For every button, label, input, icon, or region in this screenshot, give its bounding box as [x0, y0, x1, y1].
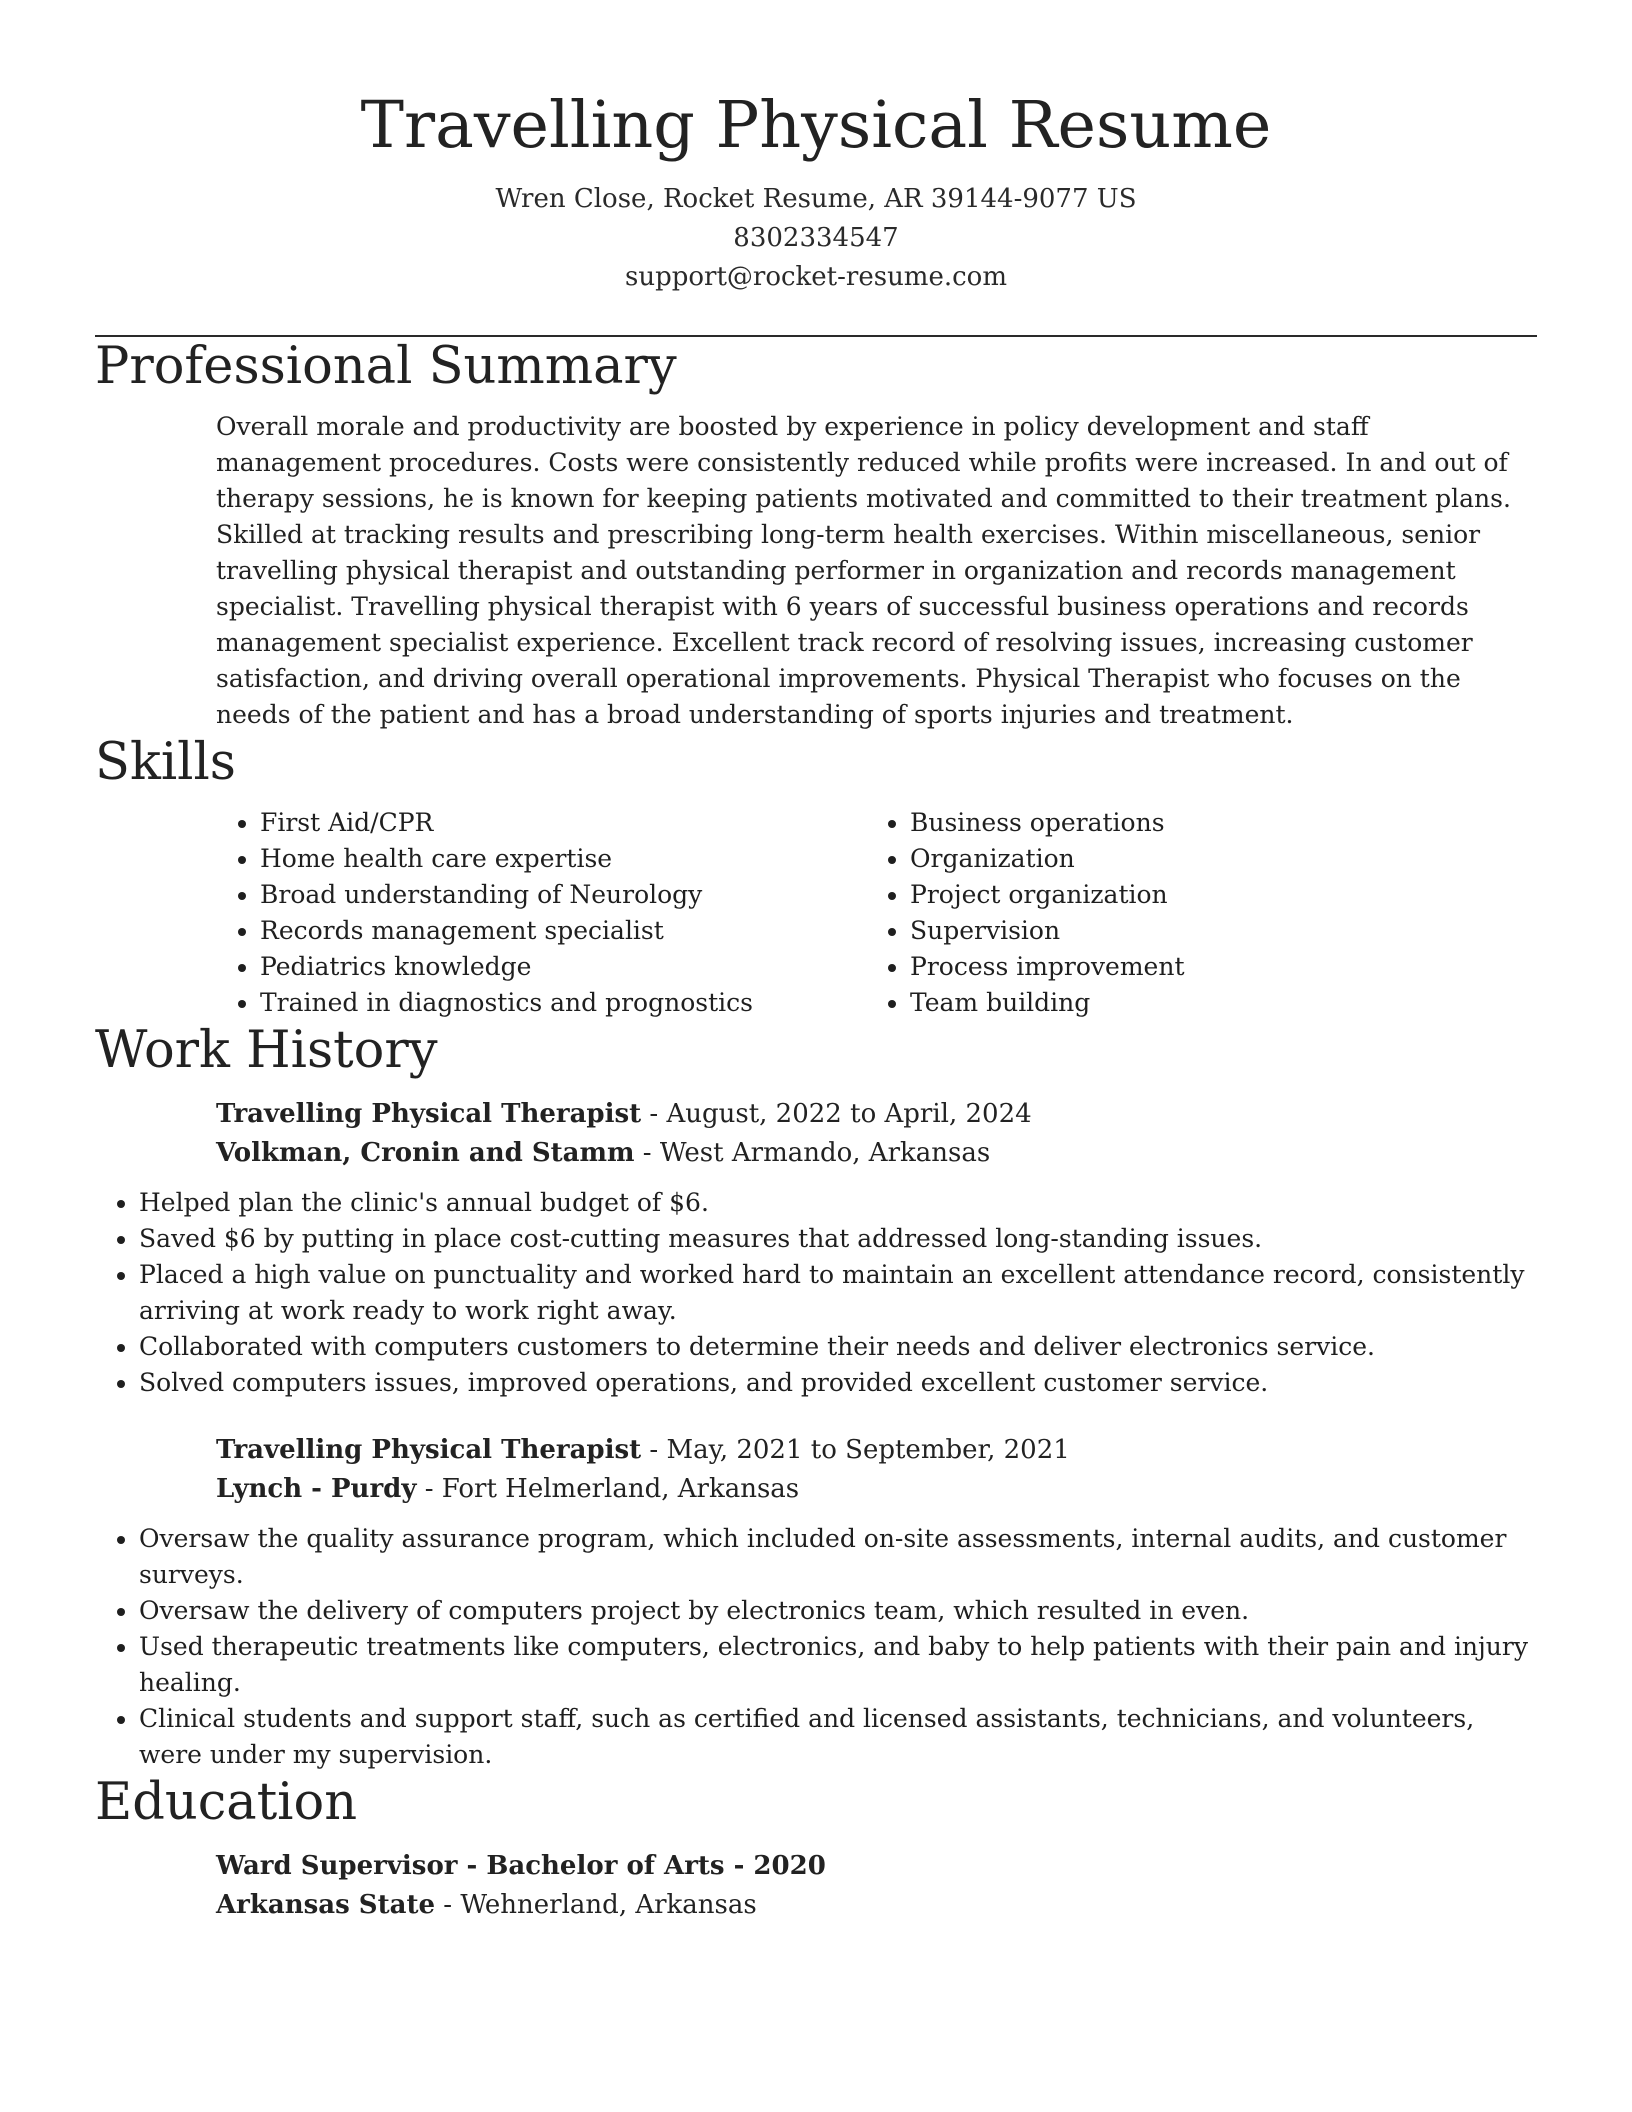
job-location: - West Armando, Arkansas [634, 1138, 991, 1168]
summary-text: Overall morale and productivity are boosted by experience in policy development and staff management procedures. Costs were consistently reduced while profits were increased. In and out of therapy sessions, he is known for keeping patients motivated and committed to their treatment plans. Skilled at tracking results and prescribing long-term health exercises. Within miscellaneous, senior travelling physical therapist and outstanding performer in organization and records management specialist. Travelling physical therapist with 6 years of successful business operations and records management specialist experience. Excellent track record of resolving issues, increasing customer satisfaction, and driving overall operational improvements. Physical Therapist who focuses on the needs of the patient and has a broad understanding of sports injuries and treatment. [216, 412, 1511, 729]
job-bullet: • Used therapeutic treatments like computers, electronics, and baby to help patients with their pain and injury healing. [139, 1629, 1537, 1701]
job-bullet: • Solved computers issues, improved operations, and provided excellent customer service. [139, 1365, 1537, 1401]
education-degree-line [216, 1847, 1537, 1886]
skills-heading: Skills [95, 733, 236, 792]
education-degree: Ward Supervisor - Bachelor of Arts - 2020 [216, 1851, 826, 1881]
contact-info [95, 180, 1537, 297]
job-bullet: • Placed a high value on punctuality and worked hard to maintain an excellent attendance record, consistently arriving at work ready to work right away. [139, 1257, 1537, 1329]
contact-phone: 8302334547 [733, 223, 899, 253]
job-dates: - August, 2022 to April, 2024 [641, 1099, 1032, 1129]
skill-item: • Process improvement [910, 949, 1185, 985]
skill-item: • Pediatrics knowledge [260, 949, 866, 985]
job-bullet: • Clinical students and support staff, such as certified and licensed assistants, technicians, and volunteers, were under my supervision. [139, 1701, 1537, 1773]
skills-list [95, 805, 1537, 1021]
job-entry [216, 1095, 1537, 1173]
resume-page [95, 0, 1537, 1925]
work-history-heading: Work History [95, 1021, 438, 1080]
education-heading: Education [95, 1773, 358, 1832]
job-bullet: • Oversaw the delivery of computers project by electronics team, which resulted in even. [139, 1593, 1537, 1629]
job-company: Lynch - Purdy [216, 1474, 417, 1504]
job-bullets [95, 1185, 1537, 1401]
contact-address: Wren Close, Rocket Resume, AR 39144-9077 US [495, 184, 1137, 214]
skill-item: • Home health care expertise [260, 841, 866, 877]
job-company-line [216, 1134, 1537, 1173]
skill-item: • First Aid/CPR [260, 805, 866, 841]
education-school-line [216, 1886, 1537, 1925]
job-entry [216, 1431, 1537, 1509]
education-location: - Wehnerland, Arkansas [435, 1890, 757, 1920]
job-bullet: • Collaborated with computers customers to determine their needs and deliver electronics service. [139, 1329, 1537, 1365]
skill-item: • Trained in diagnostics and prognostics [260, 985, 866, 1021]
skill-item: • Project organization [910, 877, 1185, 913]
job-title: Travelling Physical Therapist [216, 1435, 642, 1465]
job-dates: - May, 2021 to September, 2021 [641, 1435, 1070, 1465]
skill-item: • Organization [910, 841, 1185, 877]
skill-item: • Records management specialist [260, 913, 866, 949]
job-bullet: • Oversaw the quality assurance program, which included on-site assessments, internal audits, and customer surveys. [139, 1521, 1537, 1593]
job-bullet: • Helped plan the clinic's annual budget of $6. [139, 1185, 1537, 1221]
skill-item: • Supervision [910, 913, 1185, 949]
skill-item: • Team building [910, 985, 1185, 1021]
contact-email: support@rocket-resume.com [624, 262, 1007, 292]
job-location: - Fort Helmerland, Arkansas [416, 1474, 800, 1504]
job-title-line [216, 1431, 1537, 1470]
job-company-line [216, 1470, 1537, 1509]
resume-title: Travelling Physical Resume [360, 88, 1272, 163]
job-company: Volkman, Cronin and Stamm [216, 1138, 635, 1168]
job-bullets [95, 1521, 1537, 1773]
skill-item: • Broad understanding of Neurology [260, 877, 866, 913]
job-title: Travelling Physical Therapist [216, 1099, 642, 1129]
summary-heading: Professional Summary [95, 337, 677, 396]
skills-column-right [866, 805, 1185, 1021]
skill-item: • Business operations [910, 805, 1185, 841]
skills-column-left [216, 805, 866, 1021]
job-title-line [216, 1095, 1537, 1134]
education-entry [216, 1847, 1537, 1925]
education-school: Arkansas State [216, 1890, 435, 1920]
job-bullet: • Saved $6 by putting in place cost-cutting measures that addressed long-standing issues. [139, 1221, 1537, 1257]
